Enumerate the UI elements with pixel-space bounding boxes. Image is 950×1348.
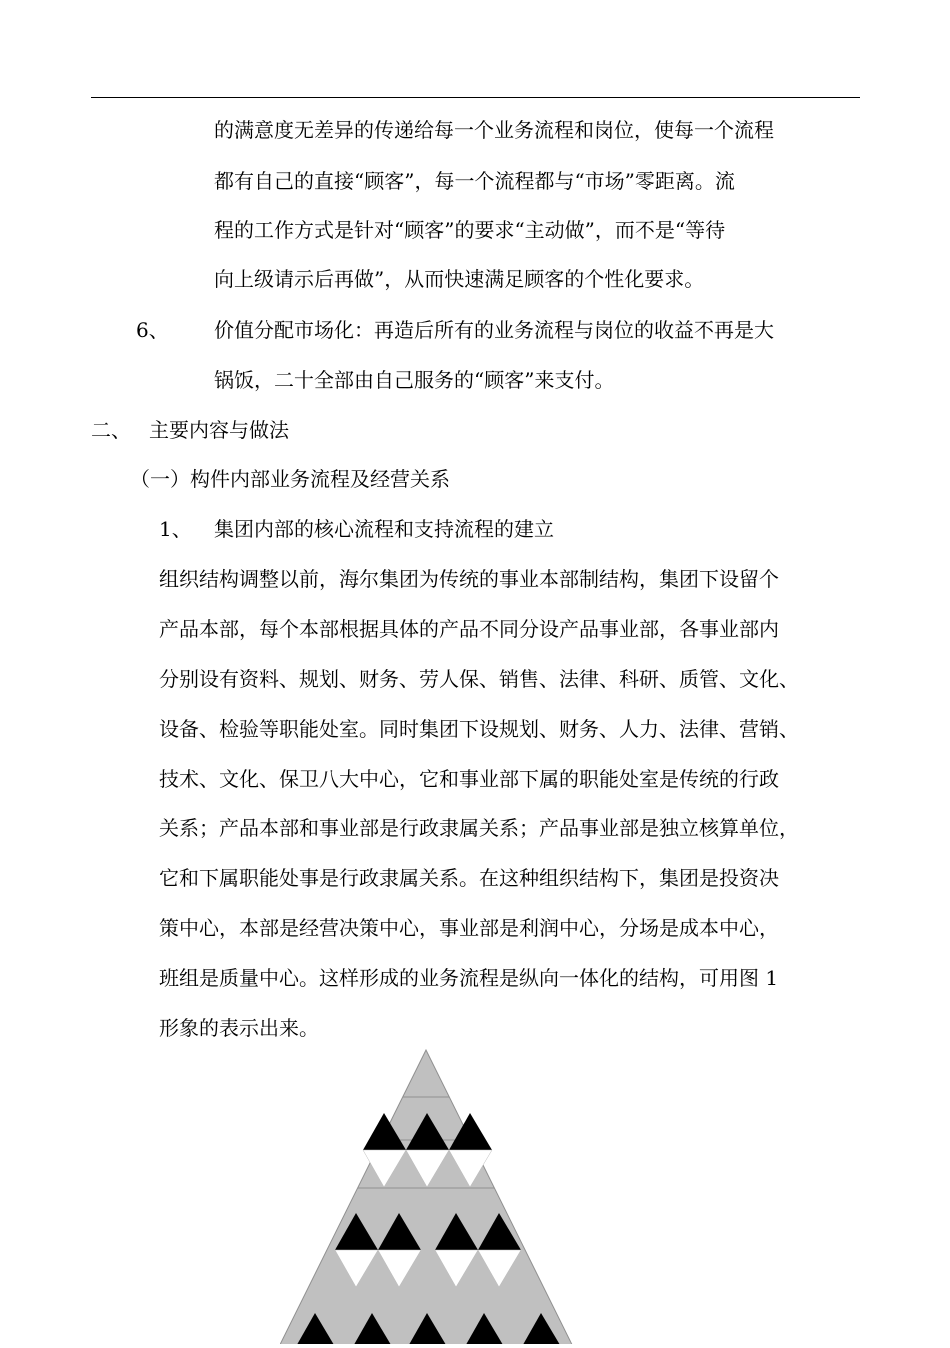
- body-line: 都有自己的直接“顾客”，每一个流程都与“市场”零距离。流: [214, 169, 735, 193]
- body-line: 的满意度无差异的传递给每一个业务流程和岗位，使每一个流程: [214, 118, 774, 142]
- paragraph-line: 产品本部，每个本部根据具体的产品不同分设产品事业部，各事业部内: [159, 617, 779, 641]
- body-line: 程的工作方式是针对“顾客”的要求“主动做”，而不是“等待: [214, 218, 726, 242]
- list-number: 6、: [136, 318, 169, 342]
- paragraph-line: 形象的表示出来。: [159, 1016, 319, 1040]
- list-number: 1、: [159, 517, 192, 541]
- paragraph-line: 组织结构调整以前，海尔集团为传统的事业本部制结构，集团下设留个: [159, 567, 779, 591]
- paragraph-line: 技术、文化、保卫八大中心，它和事业部下属的职能处室是传统的行政: [159, 767, 779, 791]
- paragraph-line: 班组是质量中心。这样形成的业务流程是纵向一体化的结构，可用图 1: [159, 966, 779, 990]
- section-number: 二、: [91, 418, 131, 442]
- pyramid-body: [280, 1050, 580, 1344]
- item-heading: 集团内部的核心流程和支持流程的建立: [214, 517, 554, 541]
- paragraph-line: 它和下属职能处事是行政隶属关系。在这种组织结构下，集团是投资决: [159, 866, 779, 890]
- header-rule: [91, 97, 860, 98]
- paragraph-line: 分别设有资料、规划、财务、劳人保、销售、法律、科研、质管、文化、: [159, 667, 799, 691]
- body-line: 价值分配市场化：再造后所有的业务流程与岗位的收益不再是大: [214, 318, 774, 342]
- body-line: 向上级请示后再做”，从而快速满足顾客的个性化要求。: [214, 267, 705, 291]
- section-heading: 主要内容与做法: [149, 418, 289, 442]
- subsection-heading: （一）构件内部业务流程及经营关系: [130, 467, 450, 491]
- pyramid-figure: [280, 1045, 580, 1344]
- paragraph-line: 设备、检验等职能处室。同时集团下设规划、财务、人力、法律、营销、: [159, 717, 799, 741]
- pyramid-diagram: [280, 1045, 580, 1344]
- paragraph-line: 关系；产品本部和事业部是行政隶属关系；产品事业部是独立核算单位，: [159, 816, 799, 840]
- paragraph-line: 策中心，本部是经营决策中心，事业部是利润中心，分场是成本中心，: [159, 916, 779, 940]
- body-line: 锅饭，二十全部由自己服务的“顾客”来支付。: [214, 368, 615, 392]
